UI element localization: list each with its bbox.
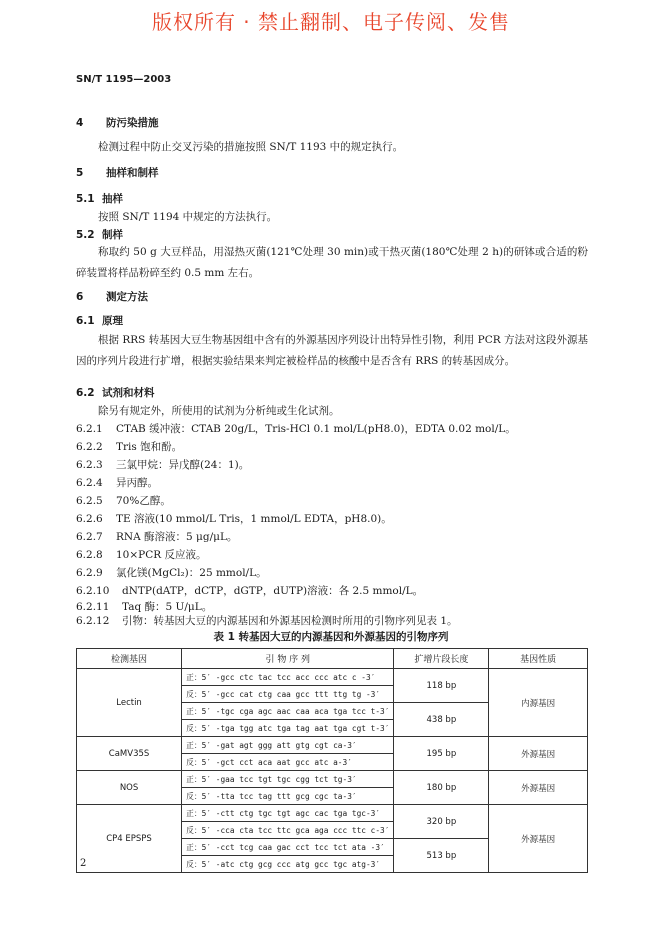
section-5-2-heading [76,228,123,242]
section-6-1-heading [76,314,123,328]
fragment-length: 513 bp [394,839,489,873]
reagent-item [76,566,267,580]
column-header: 引 物 序 列 [182,649,394,669]
primer-sequence: 正：5′ -cct tcg caa gac cct tcc tct ata -3′ [182,839,394,856]
section-5-heading [76,166,159,180]
item-text: TE 溶液(10 mmol/L Tris，1 mmol/L EDTA，pH8.0)。 [116,513,392,525]
item-text: CTAB 缓冲液：CTAB 20g/L，Tris-HCl 0.1 mol/L(pH8.0)，EDTA 0.02 mol/L。 [116,423,516,435]
column-header: 扩增片段长度 [394,649,489,669]
primer-table [76,648,588,873]
section-number: 5.2 [76,229,95,241]
table-row [77,771,588,788]
primer-sequence: 反：5′ -cca cta tcc ttc gca aga ccc ttc c-3′ [182,822,394,839]
gene-nature: 外源基因 [489,737,588,771]
section-title: 制样 [102,229,123,241]
primer-sequence: 反：5′ -gct cct aca aat gcc atc a-3′ [182,754,394,771]
gene-name: NOS [77,771,182,805]
item-text: dNTP(dATP，dCTP，dGTP，dUTP)溶液：各 2.5 mmol/L。 [122,585,424,597]
item-number: 6.2.12 [76,615,110,627]
gene-name: CP4 EPSPS [77,805,182,873]
watermark: 版权所有 · 禁止翻制、电子传阅、发售 [151,10,511,34]
item-text: 异丙醇。 [116,477,158,489]
gene-nature: 外源基因 [489,805,588,873]
item-text: 三氯甲烷：异戊醇(24：1)。 [116,459,250,471]
reagent-item [76,440,182,454]
fragment-length: 320 bp [394,805,489,839]
section-6-2-text: 除另有规定外，所使用的试剂为分析纯或生化试剂。 [98,405,340,417]
primer-sequence: 正：5′ -gcc ctc tac tcc acc ccc atc c -3′ [182,669,394,686]
item-number: 6.2.1 [76,423,103,435]
section-5-1-text: 按照 SN/T 1194 中规定的方法执行。 [98,211,278,223]
section-number: 4 [76,117,84,129]
fragment-length: 438 bp [394,703,489,737]
primer-sequence: 正：5′ -ctt ctg tgc tgt agc cac tga tgc-3′ [182,805,394,822]
section-number: 5.1 [76,193,95,205]
item-number: 6.2.2 [76,441,103,453]
section-6-heading [76,290,148,304]
section-title: 抽样和制样 [106,167,159,179]
item-number: 6.2.3 [76,459,103,471]
item-number: 6.2.5 [76,495,103,507]
gene-nature: 内源基因 [489,669,588,737]
item-number: 6.2.8 [76,549,103,561]
section-4-text: 检测过程中防止交叉污染的措施按照 SN/T 1193 中的规定执行。 [98,141,404,153]
primer-sequence: 反：5′ -tga tgg atc tga tag aat tga cgt t-3′ [182,720,394,737]
section-5-2-text: 称取约 50 g 大豆样品，用湿热灭菌(121℃处理 30 min)或干热灭菌(180℃处理 2 h)的研钵或合适的粉碎装置将样品粉碎至约 0.5 mm 左右。 [76,246,588,279]
fragment-length: 195 bp [394,737,489,771]
fragment-length: 180 bp [394,771,489,805]
section-number: 6.2 [76,387,95,399]
primer-sequence: 正：5′ -tgc cga agc aac caa aca tga tcc t-3′ [182,703,394,720]
item-number: 6.2.9 [76,567,103,579]
standard-number: SN/T 1195—2003 [76,74,172,85]
item-number: 6.2.10 [76,585,110,597]
gene-name: Lectin [77,669,182,737]
section-number: 6.1 [76,315,95,327]
item-text: Taq 酶：5 U/μL。 [122,601,213,613]
section-title: 防污染措施 [106,117,159,129]
column-header: 基因性质 [489,649,588,669]
section-4-heading [76,116,159,130]
page-number: 2 [80,858,87,869]
section-number: 5 [76,167,84,179]
section-title: 测定方法 [106,291,148,303]
reagent-item [76,614,458,628]
reagent-item [76,548,207,562]
primer-sequence: 反：5′ -tta tcc tag ttt gcg cgc ta-3′ [182,788,394,805]
section-6-2-heading [76,386,155,400]
item-text: 氯化镁(MgCl₂)：25 mmol/L。 [116,567,267,579]
fragment-length: 118 bp [394,669,489,703]
reagent-item [76,476,158,490]
primer-sequence: 正：5′ -gaa tcc tgt tgc cgg tct tg-3′ [182,771,394,788]
table-caption: 表 1 转基因大豆的内源基因和外源基因的引物序列 [213,631,449,643]
reagent-item [76,512,392,526]
column-header: 检测基因 [77,649,182,669]
section-title: 试剂和材料 [102,387,155,399]
section-title: 抽样 [102,193,123,205]
reagent-item [76,422,516,436]
section-6-1-text: 根据 RRS 转基因大豆生物基因组中含有的外源基因序列设计出特异性引物，利用 PCR 方法对这段外源基因的序列片段进行扩增，根据实验结果来判定被检样品的核酸中是否含有 RRS 的转基因成分。 [76,334,588,367]
table-row [77,669,588,686]
table-row [77,805,588,822]
item-number: 6.2.7 [76,531,103,543]
gene-name: CaMV35S [77,737,182,771]
item-text: 70%乙醇。 [116,495,171,507]
item-text: 10×PCR 反应液。 [116,549,207,561]
section-title: 原理 [102,315,123,327]
primer-sequence: 正：5′ -gat agt ggg att gtg cgt ca-3′ [182,737,394,754]
table-row [77,737,588,754]
table-header-row [77,649,588,669]
reagent-item [76,530,237,544]
primer-sequence: 反：5′ -gcc cat ctg caa gcc ttt ttg tg -3′ [182,686,394,703]
item-text: 引物：转基因大豆的内源基因和外源基因检测时所用的引物序列见表 1。 [122,615,458,627]
reagent-item [76,584,423,598]
reagent-item [76,600,212,614]
section-5-1-heading [76,192,123,206]
reagent-item [76,458,249,472]
item-number: 6.2.6 [76,513,103,525]
gene-nature: 外源基因 [489,771,588,805]
item-text: RNA 酶溶液：5 μg/μL。 [116,531,238,543]
section-number: 6 [76,291,84,303]
item-number: 6.2.11 [76,601,110,613]
item-number: 6.2.4 [76,477,103,489]
reagent-item [76,494,171,508]
item-text: Tris 饱和酚。 [116,441,183,453]
primer-sequence: 反：5′ -atc ctg gcg ccc atg gcc tgc atg-3′ [182,856,394,873]
